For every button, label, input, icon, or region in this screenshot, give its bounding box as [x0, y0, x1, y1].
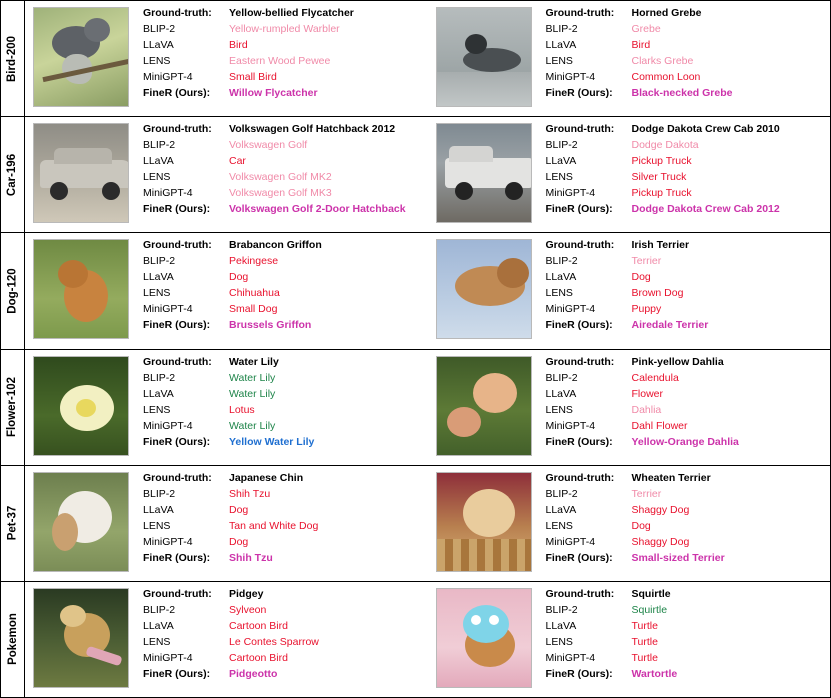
prediction-value: Dog [229, 535, 249, 548]
prediction-method-label: FineR (Ours): [545, 203, 613, 216]
prediction-value: Dodge Dakota Crew Cab 2012 [631, 203, 780, 216]
prediction-row [143, 8, 428, 19]
prediction-value: Wartortle [631, 667, 678, 680]
prediction-value: Shih Tzu [229, 487, 271, 500]
prediction-row [143, 553, 428, 564]
dataset-row [1, 1, 830, 117]
prediction-row [143, 421, 428, 432]
prediction-list [129, 7, 428, 99]
dataset-label [1, 466, 25, 581]
prediction-method-label: FineR (Ours): [545, 87, 613, 99]
example-cell [25, 117, 428, 232]
prediction-value: Wheaten Terrier [631, 471, 711, 484]
prediction-row [546, 320, 831, 331]
prediction-method-label: BLIP-2 [545, 603, 578, 616]
prediction-value: Terrier [631, 487, 662, 500]
prediction-value: Volkswagen Golf Hatchback 2012 [229, 123, 396, 136]
prediction-value: Dog [229, 271, 249, 284]
prediction-method-label: LLaVA [545, 271, 577, 284]
example-image-wrap [428, 472, 532, 572]
prediction-list [532, 472, 831, 564]
prediction-value: Silver Truck [631, 171, 687, 184]
prediction-row [546, 589, 831, 600]
prediction-row [546, 437, 831, 448]
prediction-list [129, 588, 428, 680]
prediction-method-label: LENS [143, 55, 171, 67]
prediction-value: Car [229, 155, 246, 168]
example-image-wrap [25, 7, 129, 107]
prediction-value: Clarks Grebe [631, 55, 694, 67]
prediction-row [546, 188, 831, 199]
example-cell [428, 117, 831, 232]
prediction-method-label: MiniGPT-4 [143, 651, 193, 664]
prediction-list [129, 123, 428, 215]
prediction-row [546, 156, 831, 167]
prediction-row [143, 589, 428, 600]
example-image-wrap [428, 356, 532, 456]
prediction-method-label: BLIP-2 [545, 371, 578, 384]
prediction-row [546, 204, 831, 215]
prediction-method-label: Ground-truth: [143, 239, 212, 252]
prediction-row [546, 621, 831, 632]
prediction-row [546, 637, 831, 648]
prediction-value: Black-necked Grebe [631, 87, 733, 99]
example-cell [428, 466, 831, 581]
prediction-method-label: MiniGPT-4 [143, 187, 193, 200]
row-examples [25, 117, 830, 232]
prediction-value: Le Contes Sparrow [229, 635, 319, 648]
pidgey-illustration [33, 588, 129, 688]
prediction-method-label: MiniGPT-4 [545, 651, 596, 664]
prediction-method-label: FineR (Ours): [143, 435, 211, 448]
prediction-method-label: LLaVA [143, 619, 174, 632]
example-image-wrap [428, 7, 532, 107]
prediction-method-label: LLaVA [545, 39, 577, 51]
row-examples [25, 1, 830, 116]
prediction-value: Yellow-Orange Dahlia [631, 435, 739, 448]
prediction-row [143, 24, 428, 35]
prediction-value: Turtle [631, 619, 658, 632]
prediction-row [143, 637, 428, 648]
prediction-value: Shaggy Dog [631, 535, 690, 548]
dataset-label-text: Flower-102 [6, 377, 19, 438]
prediction-value: Brown Dog [631, 287, 684, 300]
dataset-label [1, 582, 25, 697]
prediction-method-label: Ground-truth: [143, 123, 212, 136]
prediction-value: Shaggy Dog [631, 503, 690, 516]
prediction-row [143, 653, 428, 664]
prediction-row [143, 72, 428, 83]
prediction-value: Volkswagen Golf 2-Door Hatchback [229, 203, 406, 216]
prediction-method-label: BLIP-2 [143, 139, 176, 152]
prediction-row [143, 505, 428, 516]
dataset-label-text: Car-196 [6, 153, 19, 196]
prediction-row [546, 389, 831, 400]
prediction-value: Pickup Truck [631, 155, 692, 168]
prediction-row [546, 172, 831, 183]
dataset-label-text: Pet-37 [6, 506, 19, 541]
dataset-label-text: Bird-200 [6, 35, 19, 82]
example-image-wrap [25, 239, 129, 339]
prediction-method-label: LENS [545, 171, 573, 184]
prediction-row [143, 156, 428, 167]
dataset-label-text: Pokemon [6, 613, 19, 666]
prediction-row [546, 256, 831, 267]
prediction-row [143, 489, 428, 500]
prediction-row [143, 473, 428, 484]
example-image-wrap [25, 123, 129, 223]
prediction-method-label: LENS [545, 403, 573, 416]
prediction-value: Brussels Griffon [229, 319, 312, 332]
prediction-value: Brabancon Griffon [229, 239, 322, 252]
prediction-method-label: FineR (Ours): [545, 667, 613, 680]
prediction-method-label: Ground-truth: [545, 587, 615, 600]
prediction-method-label: BLIP-2 [545, 487, 578, 500]
prediction-row [546, 88, 831, 99]
prediction-row [546, 240, 831, 251]
prediction-value: Eastern Wood Pewee [229, 55, 331, 67]
prediction-row [143, 272, 428, 283]
prediction-method-label: FineR (Ours): [143, 87, 211, 99]
grebe-photo [436, 7, 532, 107]
water-lily-photo [33, 356, 129, 456]
prediction-method-label: Ground-truth: [143, 471, 212, 484]
prediction-list [532, 123, 831, 215]
prediction-value: Dahl Flower [631, 419, 688, 432]
prediction-value: Yellow-rumpled Warbler [229, 23, 340, 35]
prediction-method-label: Ground-truth: [545, 355, 615, 368]
prediction-value: Bird [229, 39, 248, 51]
squirtle-illustration [436, 588, 532, 688]
prediction-value: Irish Terrier [631, 239, 690, 252]
prediction-method-label: BLIP-2 [143, 23, 176, 35]
prediction-method-label: BLIP-2 [545, 255, 578, 268]
prediction-value: Squirtle [631, 587, 671, 600]
prediction-row [546, 373, 831, 384]
prediction-value: Dodge Dakota Crew Cab 2010 [631, 123, 780, 136]
prediction-row [546, 653, 831, 664]
prediction-row [546, 505, 831, 516]
prediction-row [546, 56, 831, 67]
prediction-method-label: LLaVA [143, 39, 174, 51]
prediction-method-label: LENS [143, 519, 171, 532]
example-cell [25, 466, 428, 581]
prediction-value: Grebe [631, 23, 661, 35]
prediction-list [129, 239, 428, 331]
prediction-value: Terrier [631, 255, 662, 268]
example-cell [428, 350, 831, 465]
prediction-method-label: Ground-truth: [143, 587, 212, 600]
prediction-row [143, 304, 428, 315]
prediction-value: Dodge Dakota [631, 139, 699, 152]
prediction-row [143, 288, 428, 299]
prediction-value: Turtle [631, 651, 658, 664]
prediction-value: Calendula [631, 371, 679, 384]
prediction-row [143, 357, 428, 368]
example-image-wrap [428, 588, 532, 688]
dodge-dakota-photo [436, 123, 532, 223]
prediction-value: Dog [631, 519, 651, 532]
prediction-method-label: MiniGPT-4 [143, 535, 193, 548]
example-image-wrap [25, 472, 129, 572]
prediction-value: Volkswagen Golf MK2 [229, 171, 332, 184]
prediction-method-label: BLIP-2 [143, 371, 176, 384]
prediction-value: Chihuahua [229, 287, 280, 300]
prediction-value: Yellow-bellied Flycatcher [229, 7, 354, 19]
row-examples [25, 350, 830, 465]
bird-flycatcher-photo [33, 7, 129, 107]
prediction-method-label: LENS [143, 403, 171, 416]
prediction-method-label: Ground-truth: [143, 355, 212, 368]
prediction-row [546, 473, 831, 484]
prediction-method-label: MiniGPT-4 [143, 303, 193, 316]
prediction-row [546, 553, 831, 564]
prediction-method-label: FineR (Ours): [545, 551, 613, 564]
prediction-value: Pidgeotto [229, 667, 278, 680]
dataset-label [1, 117, 25, 232]
prediction-method-label: LENS [545, 635, 573, 648]
prediction-list [129, 472, 428, 564]
prediction-method-label: FineR (Ours): [143, 551, 211, 564]
example-image-wrap [25, 588, 129, 688]
prediction-row [546, 357, 831, 368]
dataset-row [1, 350, 830, 466]
prediction-row [143, 40, 428, 51]
prediction-row [143, 669, 428, 680]
prediction-value: Pidgey [229, 587, 264, 600]
dataset-label [1, 350, 25, 465]
prediction-method-label: LLaVA [143, 271, 174, 284]
prediction-method-label: BLIP-2 [143, 255, 176, 268]
prediction-value: Volkswagen Golf MK3 [229, 187, 332, 200]
prediction-row [546, 140, 831, 151]
row-examples [25, 466, 830, 581]
prediction-row [143, 405, 428, 416]
prediction-method-label: LENS [143, 635, 171, 648]
prediction-value: Common Loon [631, 71, 701, 83]
prediction-method-label: FineR (Ours): [143, 319, 211, 332]
prediction-method-label: FineR (Ours): [143, 203, 211, 216]
prediction-list [532, 7, 831, 99]
prediction-value: Horned Grebe [631, 7, 702, 19]
prediction-method-label: LLaVA [545, 387, 577, 400]
prediction-value: Cartoon Bird [229, 619, 288, 632]
prediction-method-label: LLaVA [545, 619, 577, 632]
prediction-row [143, 140, 428, 151]
prediction-list [129, 356, 428, 448]
prediction-method-label: LENS [143, 287, 171, 300]
prediction-method-label: Ground-truth: [143, 7, 212, 19]
vw-golf-photo [33, 123, 129, 223]
prediction-method-label: FineR (Ours): [143, 667, 211, 680]
prediction-method-label: MiniGPT-4 [143, 419, 193, 432]
prediction-row [143, 256, 428, 267]
prediction-row [546, 537, 831, 548]
prediction-method-label: MiniGPT-4 [545, 71, 596, 83]
prediction-value: Cartoon Bird [229, 651, 288, 664]
dataset-row [1, 117, 830, 233]
prediction-value: Small Bird [229, 71, 277, 83]
irish-terrier-puppy-photo [436, 239, 532, 339]
dataset-label-text: Dog-120 [6, 268, 19, 314]
example-cell [428, 582, 831, 697]
prediction-value: Yellow Water Lily [229, 435, 315, 448]
prediction-method-label: BLIP-2 [143, 487, 176, 500]
prediction-method-label: MiniGPT-4 [545, 187, 596, 200]
japanese-chin-photo [33, 472, 129, 572]
prediction-row [143, 605, 428, 616]
prediction-value: Water Lily [229, 355, 279, 368]
prediction-value: Water Lily [229, 371, 276, 384]
prediction-method-label: LENS [143, 171, 171, 184]
prediction-row [143, 373, 428, 384]
prediction-method-label: LENS [545, 287, 573, 300]
prediction-method-label: Ground-truth: [545, 471, 615, 484]
prediction-method-label: BLIP-2 [143, 603, 176, 616]
prediction-row [143, 204, 428, 215]
prediction-value: Dog [229, 503, 249, 516]
dahlia-photo [436, 356, 532, 456]
prediction-method-label: LENS [545, 519, 573, 532]
prediction-row [546, 40, 831, 51]
dataset-label [1, 1, 25, 116]
prediction-method-label: FineR (Ours): [545, 319, 613, 332]
example-cell [428, 233, 831, 348]
prediction-value: Pickup Truck [631, 187, 692, 200]
prediction-value: Volkswagen Golf [229, 139, 308, 152]
prediction-row [143, 172, 428, 183]
brabancon-griffon-photo [33, 239, 129, 339]
prediction-row [546, 421, 831, 432]
prediction-row [546, 521, 831, 532]
prediction-value: Water Lily [229, 387, 276, 400]
prediction-row [546, 669, 831, 680]
row-examples [25, 582, 830, 697]
prediction-method-label: MiniGPT-4 [143, 71, 193, 83]
prediction-list [532, 239, 831, 331]
prediction-value: Japanese Chin [229, 471, 304, 484]
prediction-row [143, 437, 428, 448]
prediction-value: Small-sized Terrier [631, 551, 725, 564]
prediction-value: Pink-yellow Dahlia [631, 355, 724, 368]
prediction-row [143, 537, 428, 548]
prediction-value: Small Dog [229, 303, 278, 316]
prediction-row [546, 72, 831, 83]
prediction-row [546, 8, 831, 19]
prediction-method-label: Ground-truth: [545, 239, 615, 252]
prediction-list [532, 356, 831, 448]
prediction-method-label: LLaVA [545, 503, 577, 516]
prediction-method-label: LLaVA [143, 155, 174, 168]
prediction-value: Shih Tzu [229, 551, 273, 564]
example-cell [25, 1, 428, 116]
prediction-value: Puppy [631, 303, 662, 316]
prediction-row [143, 124, 428, 135]
prediction-value: Tan and White Dog [229, 519, 319, 532]
prediction-value: Lotus [229, 403, 255, 416]
prediction-value: Sylveon [229, 603, 267, 616]
dataset-row [1, 233, 830, 349]
prediction-row [546, 605, 831, 616]
prediction-method-label: LLaVA [143, 503, 174, 516]
prediction-row [546, 272, 831, 283]
prediction-row [546, 288, 831, 299]
example-cell [428, 1, 831, 116]
example-cell [25, 350, 428, 465]
prediction-method-label: BLIP-2 [545, 23, 578, 35]
prediction-method-label: MiniGPT-4 [545, 535, 596, 548]
prediction-value: Water Lily [229, 419, 276, 432]
prediction-method-label: MiniGPT-4 [545, 303, 596, 316]
example-image-wrap [428, 239, 532, 339]
prediction-method-label: BLIP-2 [545, 139, 578, 152]
prediction-row [143, 88, 428, 99]
dataset-row [1, 466, 830, 582]
wheaten-terrier-photo [436, 472, 532, 572]
prediction-value: Airedale Terrier [631, 319, 709, 332]
prediction-method-label: LLaVA [545, 155, 577, 168]
prediction-method-label: MiniGPT-4 [545, 419, 596, 432]
prediction-value: Dahlia [631, 403, 662, 416]
prediction-method-label: Ground-truth: [545, 7, 615, 19]
prediction-method-label: Ground-truth: [545, 123, 615, 136]
prediction-row [143, 56, 428, 67]
prediction-row [546, 24, 831, 35]
prediction-row [143, 320, 428, 331]
prediction-row [143, 240, 428, 251]
prediction-row [143, 521, 428, 532]
example-cell [25, 582, 428, 697]
prediction-method-label: LENS [545, 55, 573, 67]
prediction-value: Bird [631, 39, 651, 51]
prediction-method-label: FineR (Ours): [545, 435, 613, 448]
prediction-row [546, 405, 831, 416]
example-image-wrap [25, 356, 129, 456]
prediction-value: Willow Flycatcher [229, 87, 318, 99]
prediction-row [546, 489, 831, 500]
prediction-value: Dog [631, 271, 651, 284]
prediction-row [143, 188, 428, 199]
dataset-row [1, 582, 830, 697]
prediction-row [143, 621, 428, 632]
prediction-method-label: LLaVA [143, 387, 174, 400]
dataset-label [1, 233, 25, 348]
prediction-row [546, 124, 831, 135]
example-image-wrap [428, 123, 532, 223]
prediction-value: Turtle [631, 635, 658, 648]
prediction-row [143, 389, 428, 400]
prediction-row [546, 304, 831, 315]
prediction-value: Pekingese [229, 255, 279, 268]
example-cell [25, 233, 428, 348]
prediction-value: Squirtle [631, 603, 668, 616]
row-examples [25, 233, 830, 348]
prediction-list [532, 588, 831, 680]
prediction-value: Flower [631, 387, 664, 400]
